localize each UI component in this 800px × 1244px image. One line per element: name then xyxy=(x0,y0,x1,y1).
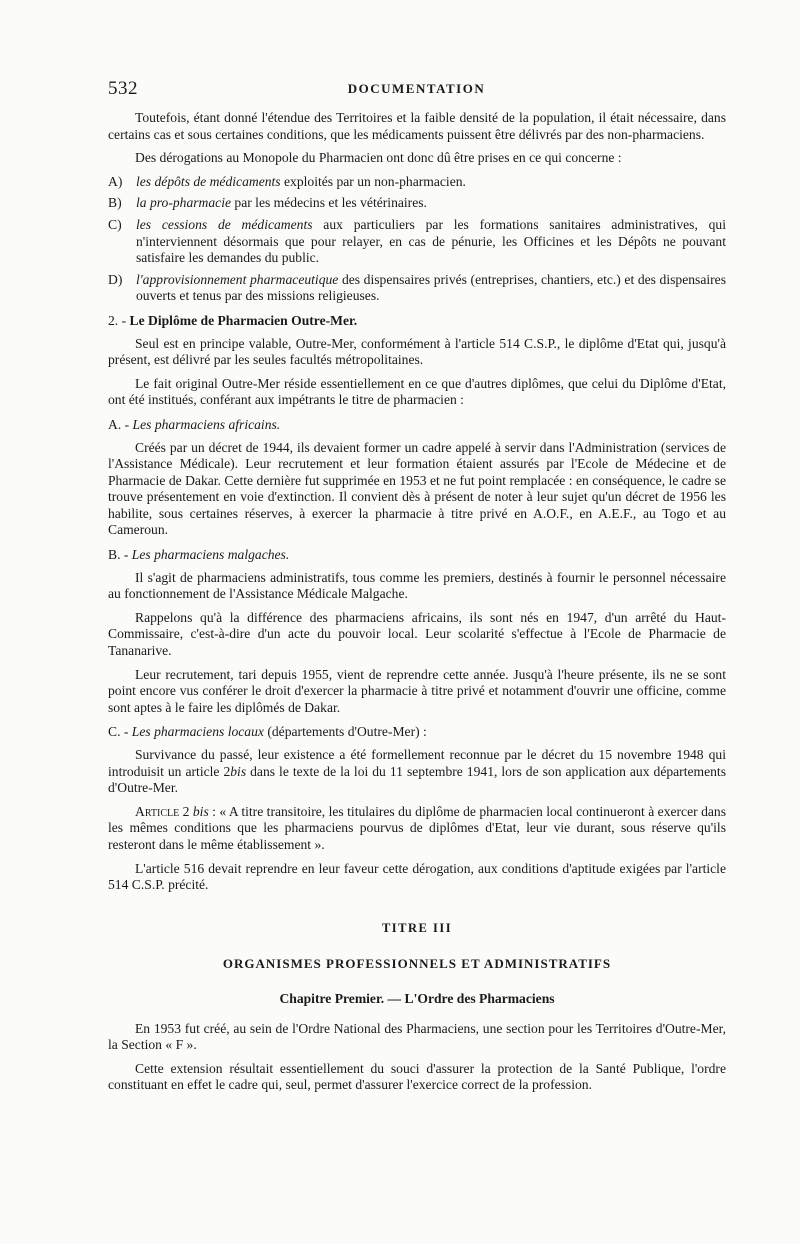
item-label: B) xyxy=(108,195,122,211)
derogation-item-b xyxy=(108,195,726,212)
text-run: Survivance du passé, leur existence a été formellement reconnue par le décret du 15 novembre 1948 qui introduisit un article 2 xyxy=(108,747,726,779)
section-2-heading xyxy=(108,313,726,330)
item-text: aux particuliers par les formations sanitaires administratives, qui n'interviennent désormais que pour relayer, en cas de pénurie, les Officines et les Dépôts ne pouvant satisfaire les demandes du public. xyxy=(136,216,726,266)
subsection-title: Les pharmaciens africains. xyxy=(132,416,281,432)
page-header xyxy=(108,78,725,100)
subsection-c-paragraph-1 xyxy=(108,747,726,797)
section-title: Le Diplôme de Pharmacien Outre-Mer. xyxy=(129,312,358,328)
item-label: A) xyxy=(108,173,123,189)
item-term: les cessions de médicaments xyxy=(136,216,313,232)
subsection-a-paragraph: Créés par un décret de 1944, ils devaient former un cadre appelé à servir dans l'Administration (services de l'Assistance Médicale). Leur recrutement et leur formation étaient assurés par l'Ecole de Médecine et de Pharmacie de Dakar. Cette dernière fut supprimée en 1953 et ne fut point remplacée : en conséquence, le cadre se trouve présentement en voie d'extinction. Il convient dès à présent de noter à leur sujet qu'un décret de 1956 les habilite, sous certaines réserves, à exercer la pharmacie à titre privé en A.O.F., en A.E.F., au Togo et au Cameroun. xyxy=(108,439,726,538)
final-paragraph-2: Cette extension résultait essentiellement du souci d'assurer la protection de la Santé Publique, l'ordre constituant en effet le cadre qui, seul, permet d'assurer l'exercice correct de la profession. xyxy=(108,1060,726,1093)
subsection-b-paragraph-2: Rappelons qu'à la différence des pharmaciens africains, ils sont nés en 1947, d'un arrêté du Haut-Commissaire, c'est-à-dire d'un acte du pouvoir local. Leur scolarité s'effectue à l'Ecole de Pharmacie de Tananarive. xyxy=(108,609,726,659)
subsection-c-paragraph-2 xyxy=(108,804,726,854)
subsection-title: Les pharmaciens locaux xyxy=(131,724,264,740)
derogation-item-c xyxy=(108,217,726,267)
organismes-heading: ORGANISMES PROFESSIONNELS ET ADMINISTRATIFS xyxy=(222,956,612,972)
subsection-b-paragraph-1: Il s'agit de pharmaciens administratifs, tous comme les premiers, destinés à fournir le personnel nécessaire au fonctionnement de l'Assistance Médicale Malgache. xyxy=(108,569,726,602)
item-text: par les médecins et les vétérinaires. xyxy=(231,195,427,211)
page-number: 532 xyxy=(108,78,138,99)
subsection-c-heading xyxy=(108,724,726,741)
item-term: l'approvisionnement pharmaceutique xyxy=(136,271,339,287)
derogation-item-a xyxy=(108,174,726,191)
chapter-heading: Chapitre Premier. — L'Ordre des Pharmaciens xyxy=(279,990,555,1006)
subsection-c-paragraph-3: L'article 516 devait reprendre en leur faveur cette dérogation, aux conditions d'aptitude exigées par l'article 514 C.S.P. précité. xyxy=(108,860,726,893)
subsection-label: A. - xyxy=(108,416,133,432)
item-text: des dispensaires privés (entreprises, chantiers, etc.) et des dispensaires ouverts et tenus par des missions religieuses. xyxy=(136,271,726,304)
subsection-a-heading xyxy=(108,417,726,434)
text-run: dans le texte de la loi du 11 septembre 1941, lors de son application aux départements d'Outre-Mer. xyxy=(108,763,726,796)
subsection-label: C. - xyxy=(108,724,132,740)
section-2-paragraph-1: Seul est en principe valable, Outre-Mer, conformément à l'article 514 C.S.P., le diplôme d'Etat qui, jusqu'à présent, est délivré par les seules facultés métropolitaines. xyxy=(108,335,726,368)
article-number: 2 xyxy=(179,803,193,819)
bis-text: bis xyxy=(230,763,247,779)
final-paragraph-1: En 1953 fut créé, au sein de l'Ordre National des Pharmaciens, une section pour les Territoires d'Outre-Mer, la Section « F ». xyxy=(108,1020,726,1053)
item-label: C) xyxy=(108,216,122,232)
subsection-title-rest: (départements d'Outre-Mer) : xyxy=(263,724,427,740)
section-2-paragraph-2: Le fait original Outre-Mer réside essentiellement en ce que d'autres diplômes, que celui du Diplôme d'Etat, ont été institués, conférant aux impétrants le titre de pharmacien : xyxy=(108,375,726,408)
paragraph-derogations: Des dérogations au Monopole du Pharmacien ont donc dû être prises en ce qui concerne : xyxy=(135,150,622,166)
article-label: Article xyxy=(135,803,180,819)
item-text: exploités par un non-pharmacien. xyxy=(280,173,466,189)
running-title: DOCUMENTATION xyxy=(347,81,486,96)
item-term: les dépôts de médicaments xyxy=(136,173,281,189)
derogation-item-d xyxy=(108,272,726,305)
page-body xyxy=(108,110,726,1101)
subsection-title: Les pharmaciens malgaches. xyxy=(131,547,290,563)
subsection-b-paragraph-3: Leur recrutement, tari depuis 1955, vient de reprendre cette année. Jusqu'à l'heure présente, ils ne se sont point encore vus conférer le droit d'exercer la pharmacie à titre privé et notamment d'ouvrir une officine, comme sont aptes à le faire les diplômés de Dakar. xyxy=(108,666,726,715)
bis-text: bis xyxy=(192,803,209,819)
subsection-b-heading xyxy=(108,547,726,564)
titre-heading: TITRE III xyxy=(381,920,453,935)
item-term: la pro-pharmacie xyxy=(136,195,232,211)
paragraph-intro: Toutefois, étant donné l'étendue des Territoires et la faible densité de la population, il était nécessaire, dans certains cas et sous certaines conditions, que les médicaments puissent être délivrés par des non-pharmaciens. xyxy=(108,110,726,142)
section-number: 2. - xyxy=(108,312,130,328)
subsection-label: B. - xyxy=(108,547,132,563)
item-label: D) xyxy=(108,271,123,287)
article-text: : « A titre transitoire, les titulaires du diplôme de pharmacien local continueront à exercer dans les mêmes conditions que les pharmaciens pourvus de diplômes d'Etat, leur vie durant, sous réserve qu'ils resteront dans le même établissement ». xyxy=(108,803,726,852)
